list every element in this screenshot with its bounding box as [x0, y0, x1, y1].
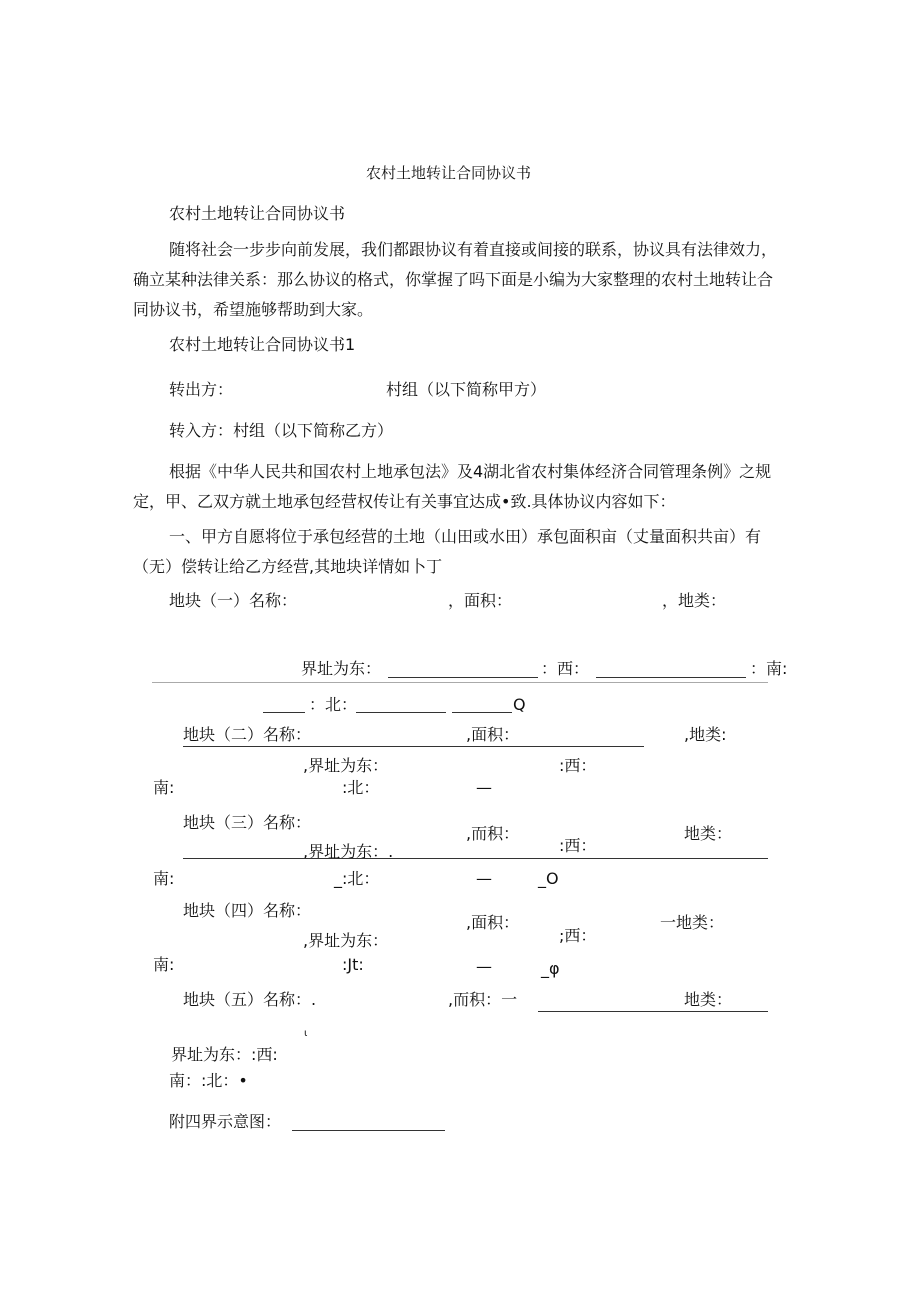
plot1-north-blank — [356, 712, 446, 713]
plot2-type-label: ,地类: — [684, 725, 727, 744]
attachment-label: 附四界示意图： — [169, 1112, 282, 1131]
plot3-east-label: ,界址为东：. — [303, 842, 394, 861]
transferee-line: 转入方：村组（以下简称乙方） — [169, 421, 394, 440]
plot5-name-label: 地块（五）名称：. — [183, 990, 317, 1009]
plot3-area-label: ,而积： — [466, 824, 520, 843]
plot1-north-label: ：北： — [309, 695, 358, 714]
intro-paragraph: 随将社会一步步向前发展，我们都跟协议有着直接或间接的联系，协议具有法律效力，确立某种法律关系：那么协议的格式，你掌握了吗下面是小编为大家整理的农村土地转让合同协议书，希望施够帮助到大家。 — [133, 240, 778, 319]
plot2-area-label: ,面积： — [466, 725, 520, 744]
plot5-mark: ι — [304, 1028, 308, 1039]
plot3-type-label: 地类： — [684, 824, 733, 843]
plot1-west-label: ：西： — [541, 659, 590, 678]
plot4-south-label: 南: — [153, 955, 175, 974]
plot4-type-label: 一地类： — [660, 913, 725, 932]
page-title: 农村土地转让合同协议书 — [366, 164, 532, 182]
plot1-west-blank — [596, 677, 746, 678]
plot4-east-label: ,界址为东： — [303, 931, 389, 950]
plot2-name-blank — [183, 746, 644, 747]
plot1-east-blank — [388, 677, 538, 678]
plot3-north-label: _:北： — [334, 869, 380, 888]
plot1-south-label: ：南: — [750, 659, 788, 678]
plot2-dash: — — [476, 778, 492, 797]
plot1-type-label: ，地类： — [662, 591, 727, 610]
heading-agreement-1: 农村土地转让合同协议书1 — [169, 335, 356, 354]
plot1-end-mark: Q — [513, 695, 526, 714]
plot3-west-label: :西： — [559, 836, 597, 855]
plot3-name-label: 地块（三）名称： — [183, 813, 312, 832]
plot3-end-mark: _O — [538, 869, 559, 888]
clause-1-paragraph: 一、甲方自愿将位于承包经营的土地（山田或水田）承包面积亩（丈量面积共亩）有（无）偿转让给乙方经营,其地块详情如卜丁 — [133, 527, 762, 576]
plot1-area-label: ，面积： — [448, 591, 513, 610]
transferor-label: 转出方： — [169, 380, 234, 399]
plot5-type-label: 地类： — [684, 990, 733, 1009]
plot4-dash: — — [476, 957, 492, 976]
plot4-name-label: 地块（四）名称： — [183, 901, 312, 920]
plot4-north-label: :Jt: — [342, 955, 364, 974]
subtitle: 农村土地转让合同协议书 — [169, 204, 346, 223]
plot2-south-label: 南: — [153, 778, 175, 797]
plot5-south-north-line: 南：:北：• — [169, 1071, 248, 1090]
attachment-blank — [292, 1130, 445, 1131]
plot1-south-blank — [263, 712, 305, 713]
plot4-area-label: ,面积： — [466, 913, 520, 932]
plot5-boundary-line: 界址为东：:西: — [171, 1045, 278, 1064]
basis-paragraph: 根据《中华人民共和国农村上地承包法》及4湖北省农村集体经济合同管理条例》之规定，甲、乙双方就土地承包经营权传让有关事宜达成•致.具体协议内容如下： — [133, 462, 772, 511]
plot3-dash: — — [476, 869, 492, 888]
plot1-east-label: 界址为东： — [301, 659, 382, 678]
plot3-south-label: 南: — [153, 869, 175, 888]
plot5-area-label: ,而积：一 — [448, 990, 518, 1009]
plot2-east-label: ,界址为东： — [303, 756, 389, 775]
plot4-end-mark: _φ — [541, 959, 560, 978]
plot1-rule — [152, 682, 768, 683]
plot4-west-label: ;西： — [559, 926, 597, 945]
transferor-suffix: 村组（以下简称甲方） — [386, 380, 547, 399]
plot2-west-label: :西： — [559, 756, 597, 775]
plot3-rule — [183, 858, 768, 859]
plot5-type-blank — [538, 1011, 768, 1012]
plot1-name-label: 地块（一）名称： — [169, 591, 298, 610]
plot2-north-label: :北： — [342, 778, 380, 797]
plot1-north-blank-2 — [452, 712, 512, 713]
plot2-name-label: 地块（二）名称： — [183, 725, 312, 744]
